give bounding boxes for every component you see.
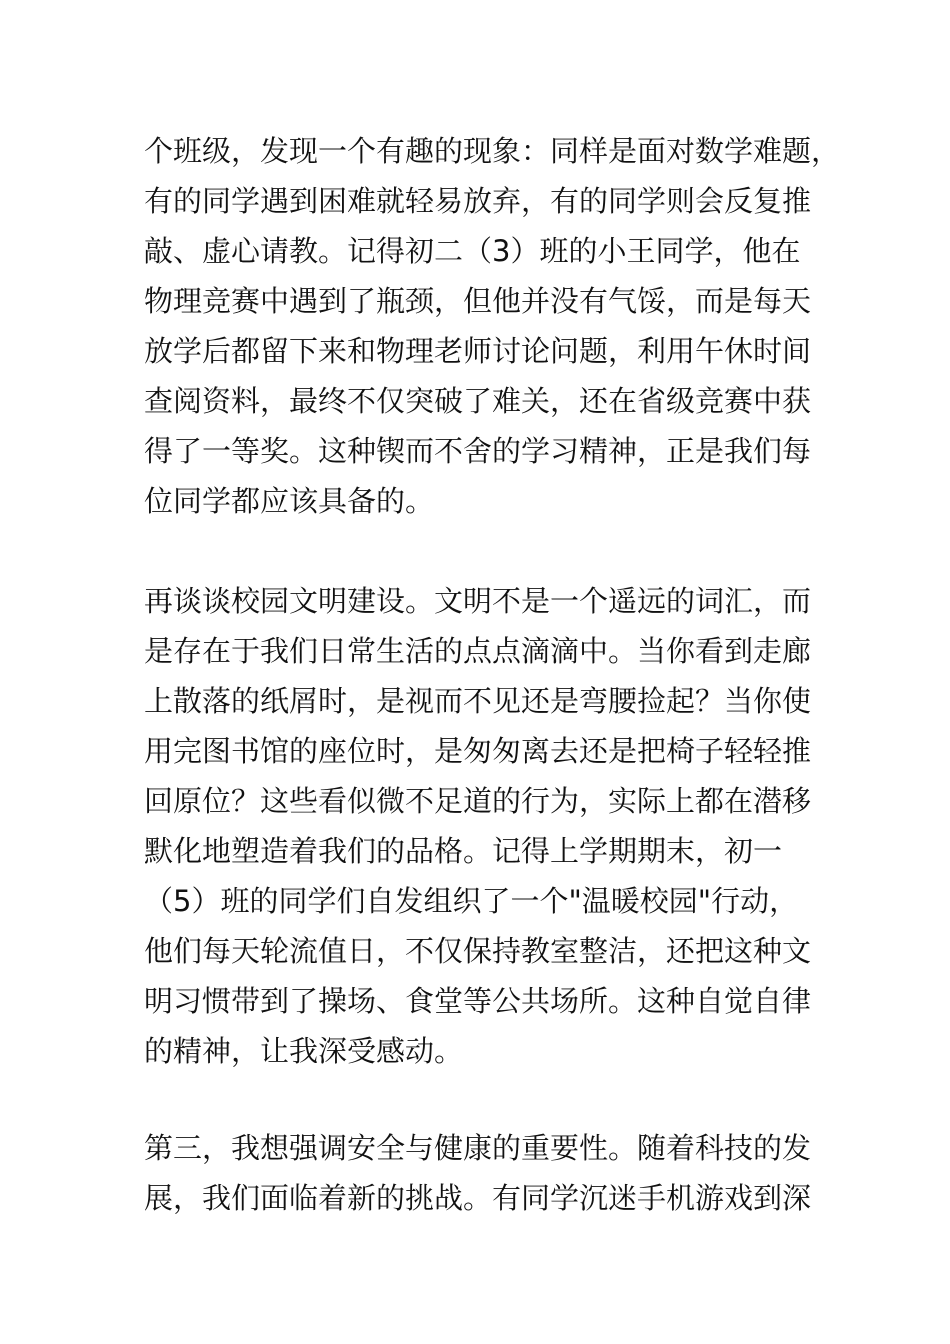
paragraph-2-line-5: 回原位？这些看似微不足道的行为，实际上都在潜移 [144,784,812,818]
paragraph-2-line-10: 的精神，让我深受感动。 [144,1034,464,1068]
paragraph-2-line-4: 用完图书馆的座位时，是匆匆离去还是把椅子轻轻推 [144,734,812,768]
paragraph-1-line-8: 位同学都应该具备的。 [144,484,435,518]
paragraph-1-line-2: 有的同学遇到困难就轻易放弃，有的同学则会反复推 [144,184,812,218]
paragraph-1-line-6: 查阅资料，最终不仅突破了难关，还在省级竞赛中获 [144,384,812,418]
paragraph-2-line-6: 默化地塑造着我们的品格。记得上学期期末，初一 [144,834,783,868]
paragraph-2-line-1: 再谈谈校园文明建设。文明不是一个遥远的词汇，而 [144,584,812,618]
paragraph-2-line-8: 他们每天轮流值日，不仅保持教室整洁，还把这种文 [144,934,812,968]
paragraph-2-line-9: 明习惯带到了操场、食堂等公共场所。这种自觉自律 [144,984,812,1018]
paragraph-1-line-4: 物理竞赛中遇到了瓶颈，但他并没有气馁，而是每天 [144,284,812,318]
paragraph-3-line-2: 展，我们面临着新的挑战。有同学沉迷手机游戏到深 [144,1181,812,1215]
paragraph-3-line-1: 第三，我想强调安全与健康的重要性。随着科技的发 [144,1131,812,1165]
paragraph-1-line-1: 个班级，发现一个有趣的现象：同样是面对数学难题， [144,134,841,168]
paragraph-1-line-7: 得了一等奖。这种锲而不舍的学习精神，正是我们每 [144,434,812,468]
paragraph-2-line-7: （5）班的同学们自发组织了一个"温暖校园"行动， [144,884,799,918]
paragraph-2-line-2: 是存在于我们日常生活的点点滴滴中。当你看到走廊 [144,634,812,668]
paragraph-2-line-3: 上散落的纸屑时，是视而不见还是弯腰捡起？当你使 [144,684,812,718]
paragraph-1-line-5: 放学后都留下来和物理老师讨论问题，利用午休时间 [144,334,812,368]
paragraph-1-line-3: 敲、虚心请教。记得初二（3）班的小王同学，他在 [144,234,801,268]
